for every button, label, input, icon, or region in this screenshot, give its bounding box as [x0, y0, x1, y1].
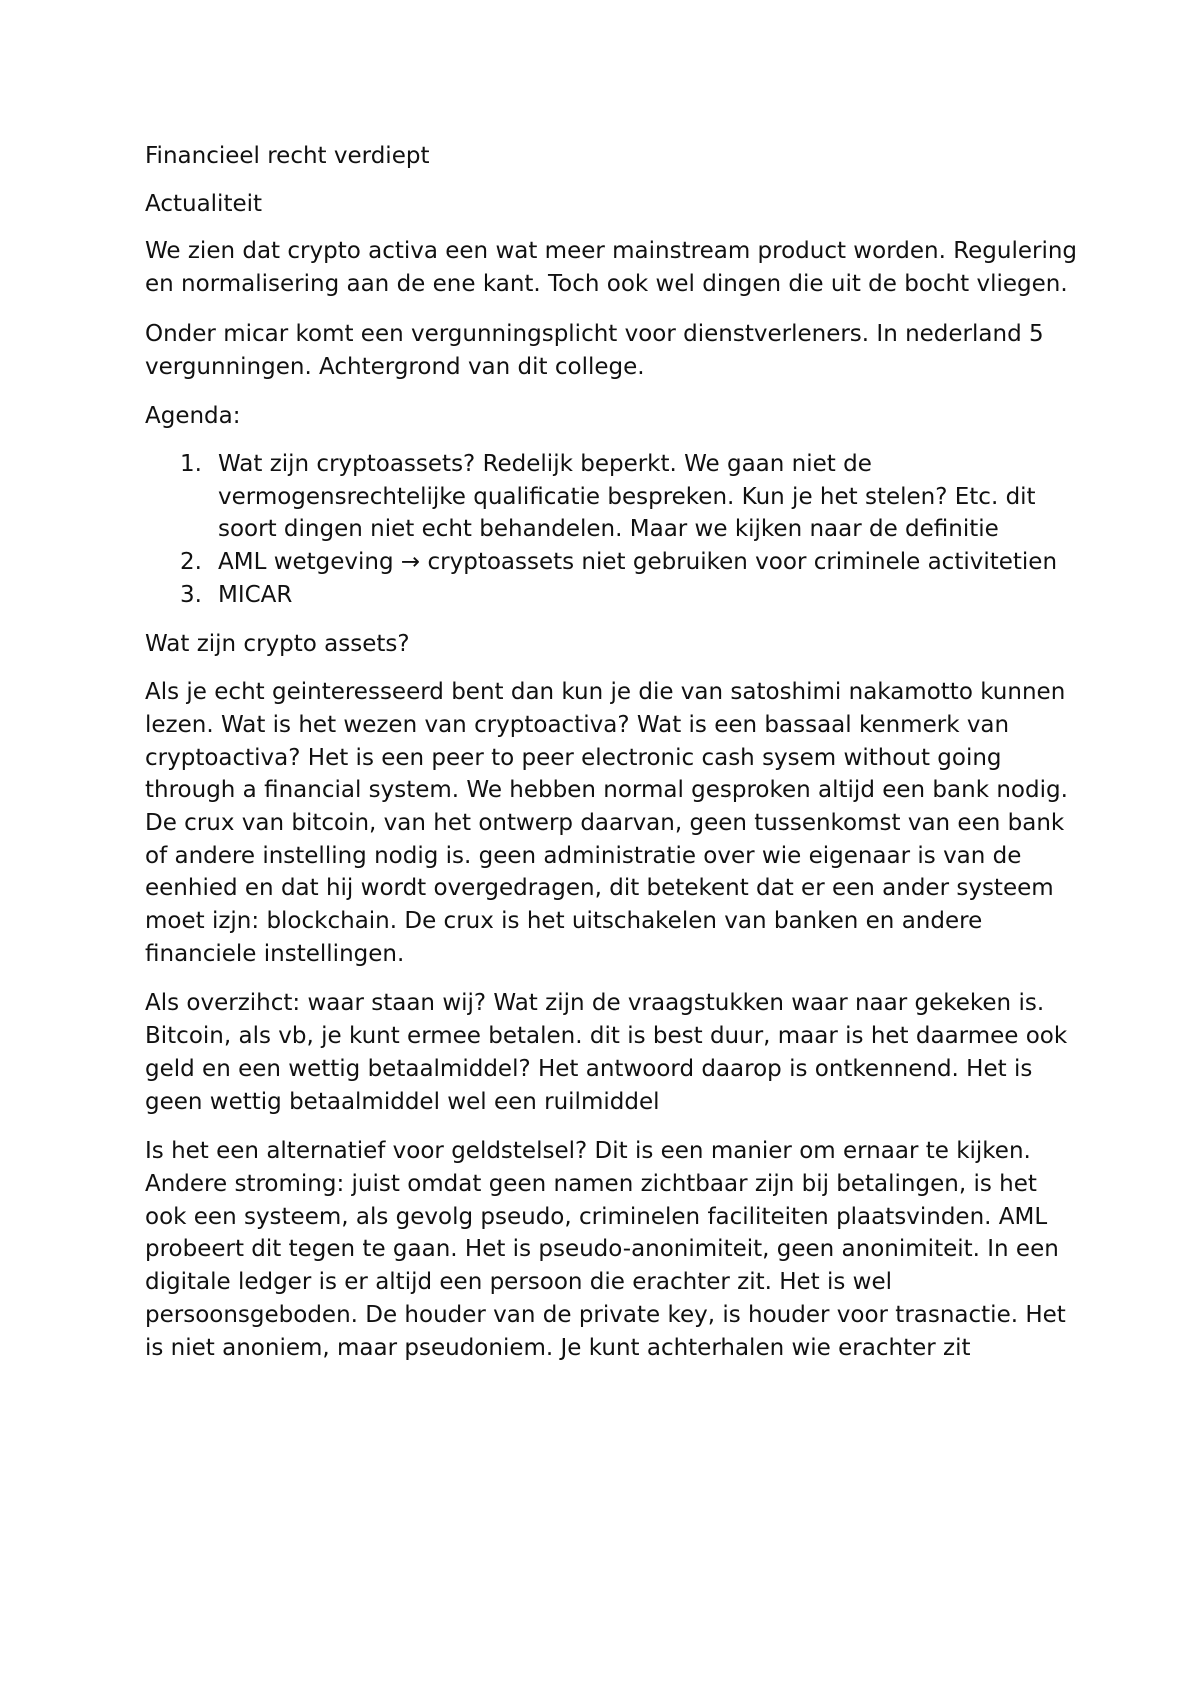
agenda-item-text: AML wetgeving → cryptoassets niet gebruiken voor criminele activitetien [218, 549, 1058, 576]
document-body [145, 140, 1085, 1381]
agenda-item-number: 3. [180, 581, 202, 608]
paragraph-micar: Onder micar komt een vergunningsplicht voor dienstverleners. In nederland 5 vergunningen. Achtergrond van dit college. [145, 320, 1044, 380]
agenda-heading: Agenda: [145, 403, 241, 430]
agenda-item [145, 448, 1085, 546]
section-heading-actualiteit: Actualiteit [145, 190, 263, 217]
agenda-item [145, 579, 1085, 612]
agenda-item-number: 2. [180, 549, 202, 576]
paragraph-bitcoin-design: Als je echt geinteresseerd bent dan kun je die van satoshimi nakamotto kunnen lezen. Wat is het wezen van cryptoactiva? Wat is een bassaal kenmerk van cryptoactiva? Het is een peer to peer electronic cash sysem without going through a financial system. We hebben normal gesproken altijd een bank nodig. De crux van bitcoin, van het ontwerp daarvan, geen tussenkomst van een bank of andere instelling nodig is. geen administratie over wie eigenaar is van de eenhied en dat hij wordt overgedragen, dit betekent dat er een ander systeem moet izjn: blockchain. De crux is het uitschakelen van banken en andere financiele instellingen. [145, 679, 1068, 967]
agenda-item-text: MICAR [218, 581, 293, 608]
agenda-item [145, 546, 1085, 579]
agenda-list [145, 448, 1085, 612]
paragraph-pseudonymity: Is het een alternatief voor geldstelsel? Dit is een manier om ernaar te kijken. Andere stroming: juist omdat geen namen zichtbaar zijn bij betalingen, is het ook een systeem, als gevolg pseudo, criminelen faciliteiten plaatsvinden. AML probeert dit tegen te gaan. Het is pseudo-anonimiteit, geen anonimiteit. In een digitale ledger is er altijd een persoon die erachter zit. Het is wel persoonsgeboden. De houder van de private key, is houder voor trasnactie. Het is niet anoniem, maar pseudoniem. Je kunt achterhalen wie erachter zit [145, 1138, 1066, 1361]
paragraph-overview: Als overzihct: waar staan wij? Wat zijn de vraagstukken waar naar gekeken is. Bitcoin, als vb, je kunt ermee betalen. dit is best duur, maar is het daarmee ook geld en een wettig betaalmiddel? Het antwoord daarop is ontkennend. Het is geen wettig betaalmiddel wel een ruilmiddel [145, 990, 1068, 1115]
section-heading-crypto-assets: Wat zijn crypto assets? [145, 631, 410, 658]
agenda-item-number: 1. [180, 450, 202, 477]
paragraph-mainstream: We zien dat crypto activa een wat meer mainstream product worden. Regulering en normalisering aan de ene kant. Toch ook wel dingen die uit de bocht vliegen. [145, 238, 1078, 298]
document-title: Financieel recht verdiept [145, 143, 430, 169]
agenda-item-text: Wat zijn cryptoassets? Redelijk beperkt. We gaan niet de vermogensrechtelijke qualificatie bespreken. Kun je het stelen? Etc. dit soort dingen niet echt behandelen. Maar we kijken naar de definitie [218, 450, 1036, 543]
